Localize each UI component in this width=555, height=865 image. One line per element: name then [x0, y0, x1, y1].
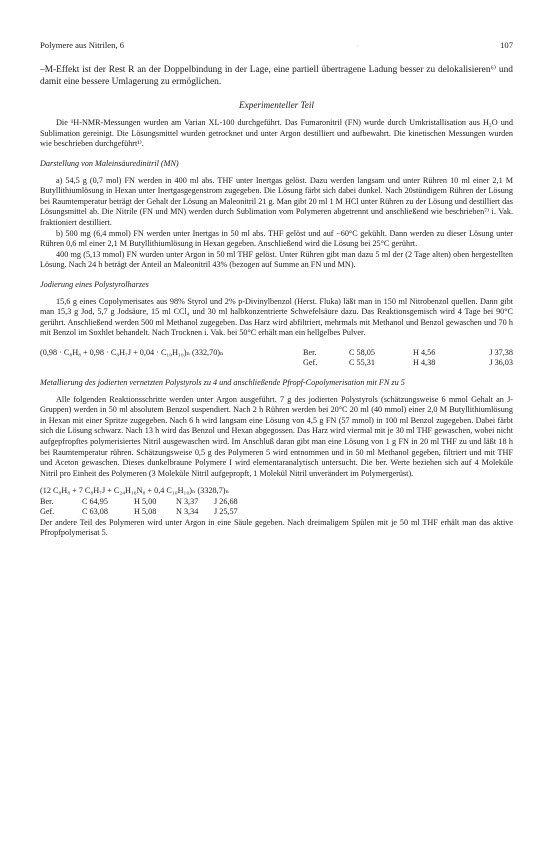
- metallierung-formula: (12 C₈H₈ + 7 C₈H₇J + C₂₄H₁₆N₈ + 0,4 C₁₀H₁₀)ₙ (3328,7)ₙ: [40, 486, 230, 496]
- jodierung-paragraph: 15,6 g eines Copolymerisates aus 98% Styrol und 2% p-Divinylbenzol (Herst. Fluka) läßt man in 150 ml Nitrobenzol quellen. Dann gibt man 15,3 g Jod, 5,7 g Jodsäure, 15 ml CCl₄ und 30 ml halbkonzentrierte Schwefelsäure dazu. Das Reaktionsgemisch wird 4 Tage bei 90°C gerührt. Anschließend werden 500 ml Methanol zugegeben. Das Harz wird abfiltriert, mehrmals mit Methanol und Benzol gewaschen und 70 h mit Benzol im Soxhlet behandelt. Nach Trocknen i. Vak. bei 50°C erhält man ein hellgelbes Pulver.: [40, 296, 513, 338]
- metallierung-analysis: [40, 486, 513, 517]
- maleinsaeure-paragraph-a: a) 54,5 g (0,7 mol) FN werden in 400 ml abs. THF unter Inertgas gelöst. Dazu werden langsam und unter Rühren 10 ml einer 2,1 M Butyllithiumlösung in Hexan unter Inertgasgegenstrom zugegeben. Die Lösung färbt sich dabei dunkel. Nach 20stündigem Rühren der Lösung bei Raumtemperatur beträgt der Gehalt der Lösung an Maleonitril 21 g. Man gibt 20 ml 1 M HCl unter Rühren zu der Lösung und destilliert das Lösungsmittel ab. Die Nitrile (FN und MN) werden durch Sublimation vom Polymeren abgetrennt und anschließend wie beschrieben⁷⁾ i. Vak. fraktioniert destilliert.: [40, 175, 513, 227]
- intro-paragraph: –M-Effekt ist der Rest R an der Doppelbindung in der Lage, eine partiell übertragene Ladung besser zu delokalisieren⁶⁾ und damit eine bessere Umlagerung zu ermöglichen.: [40, 65, 513, 88]
- analysis-row-found: Gef. C 55,31 H 4,38 J 36,03: [303, 358, 513, 368]
- speck-mark: ·: [356, 44, 359, 50]
- subsection-title-maleinsaeure: Darstellung von Maleinsäuredinitril (MN): [40, 158, 179, 168]
- section-title-experimental: Experimenteller Teil: [239, 100, 314, 111]
- analysis-row-found: Gef. C 63,08 H 5,08 N 3,34 J 25,57: [40, 507, 238, 517]
- jodierung-formula: (0,98 · C₈H₈ + 0,98 · C₈H₇J + 0,04 · C₁₀H₁₀)ₙ (332,70)ₙ: [40, 347, 224, 357]
- subsection-title-jodierung: Jodierung eines Polystyrolharzes: [40, 279, 149, 289]
- analysis-row-calculated: Ber. C 64,95 H 5,00 N 3,37 J 26,68: [40, 496, 238, 506]
- analysis-row-calculated: Ber. C 58,05 H 4,56 J 37,38: [303, 347, 513, 357]
- metallierung-paragraph: Alle folgenden Reaktionsschritte werden unter Argon ausgeführt. 7 g des jodierten Polystyrols (schätzungsweise 6 mmol Gehalt an J-Gruppen) werden in 50 ml absolutem Benzol suspendiert. Nach 2 h Rühren werden bei 20°C 20 ml (40 mmol) einer 2,0 M Butyllithiumlösung in Hexan mit einer Spritze zugegeben. Nach 6 h wird langsam eine Lösung von 4,5 g FN (57 mmol) in 100 ml Benzol zugegeben. Dabei färbt sich die Lösung schwarz. Nach 13 h wird das Benzol und Hexan abgegossen. Das Harz wird viermal mit je 30 ml THF gewaschen, wobei nicht aufgepfropftes polymerisiertes Nitril ausgewaschen wird. Im Anschluß daran gibt man eine Lösung von 1 g FN in 20 ml THF zu und läßt 18 h bei Raumtemperatur rühren. Schätzungsweise 0,5 g des Polymeren 5 wird entnommen und in 50 ml Methanol gegeben, filtriert und mit THF und Aceton gewaschen. Dieses dunkelbraune Polymere I wird elementaranalytisch untersucht. Die ber. Werte beziehen sich auf 4 Moleküle Nitril pro Einheit des Polymeren (3 Moleküle Nitril aufgepropft, 1 Molekül Nitril unverändert im Polymergerüst).: [40, 394, 513, 478]
- maleinsaeure-paragraph-c: 400 mg (5,13 mmol) FN wurden unter Argon in 50 ml THF gelöst. Unter Rühren gibt man dazu 5 ml der (2 Tage alten) oben hergestellten Lösung. Nach 24 h beträgt der Anteil an Maleonitril 43% (bezogen auf Summe an FN und MN).: [40, 249, 513, 270]
- page-number: 107: [500, 40, 513, 50]
- metallierung-closing-paragraph: Der andere Teil des Polymeren wird unter Argon in eine Säule gegeben. Nach dreimaligem Spülen mit je 50 ml THF erhält man das aktive Pfropfpolymerisat 5.: [40, 517, 513, 538]
- maleinsaeure-paragraph-b: b) 500 mg (6,4 mmol) FN werden unter Inertgas in 50 ml abs. THF gelöst und auf −60°C gekühlt. Dann werden zu dieser Lösung unter Rühren 0,6 ml einer 2,1 M Butyllithiumlösung in Hexan gegeben. Anschließend wird die Lösung bei 25°C gerührt.: [40, 228, 513, 249]
- running-header: [40, 40, 513, 50]
- jodierung-analysis: [40, 348, 513, 369]
- experimental-paragraph: Die ¹H-NMR-Messungen wurden am Varian XL-100 durchgeführt. Das Fumaronitril (FN) wurde durch Umkristallisation aus H₂O und Sublimation gereinigt. Die Lösungsmittel wurden getrocknet und unter Argon destilliert und aufbewahrt. Die kinetischen Messungen wurden wie beschrieben durchgeführt¹⁾.: [40, 118, 513, 149]
- subsection-title-metallierung: Metallierung des jodierten vernetzten Polystyrols zu 4 und anschließende Pfropf-Copolymerisation mit FN zu 5: [40, 378, 405, 388]
- journal-title: Polymere aus Nitrilen, 6: [40, 40, 125, 50]
